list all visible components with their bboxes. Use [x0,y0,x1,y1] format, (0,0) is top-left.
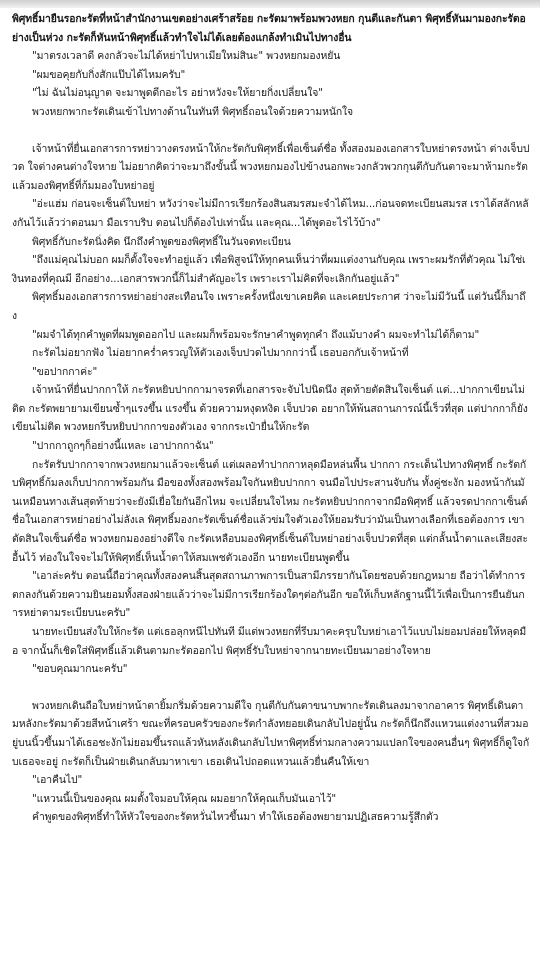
paragraph: คำพูดของพิศุทธิ์ทำให้หัวใจของกะรัตหวั่นไหวขึ้นมา ทำให้เธอต้องพยายามปฏิเสธความรู้สึกตัว [32,811,439,824]
dialogue-line: "ผมขอคุยกับกิ่งสักแป๊บได้ไหมครับ" [32,68,186,81]
dialogue-line: "ขอปากกาค่ะ" [32,365,98,378]
paragraph: พิศุทธิ์กับกะรัตนิ่งคิด นึกถึงคำพูดของพิศุทธิ์ในวันจดทะเบียน [32,235,291,248]
paragraph: พวงหยกพากะรัตเดินเข้าไปทางด้านในทันที พิศุทธิ์ถอนใจด้วยความหนักใจ [32,105,353,118]
dialogue-line: "มาตรงเวลาดี คงกลัวจะไม่ได้หย่าไปหาเมียใหม่สินะ" พวงหยกมองหยัน [32,50,341,63]
paragraph: กะรัตรับปากกาจากพวงหยกมาแล้วจะเซ็นต์ แต่เผลอทำปากกาหลุดมือหล่นพื้น ปากกา กระเด็นไปทางพิศุทธิ์ กะรัตกับพิศุทธิ์ก้มลงเก็บปากกาพร้อมกัน มือของทั้งสองพร้อมใจกันหยิบปากกา จนมือไปประสานจับกัน ทั้งคู่ชะงัก มองหน้ากันมันเหมือนทางเส้นสุดท้ายว่าจะยังมีเยื่อใยกันอีกไหม จะเปลี่ยนใจไหม กะรัตหยิบปากกาจากมือพิศุทธิ์ แล้วจรดปากกาเซ็นต์ชื่อในเอกสารหย่าอย่างไม่ลังเล พิศุทธิ์มองกะรัตเซ็นต์ชื่อแล้วข่มใจตัวเองให้ยอมรับว่ามันเป็นทางเลือกที่เธอต้องการ เขาตัดสินใจเซ็นต์ชื่อ พวงหยกมองอย่างดีใจ กะรัตเหลือบมองพิศุทธิ์เซ็นต์ใบหย่าอย่างเจ็บปวดที่สุด แต่กลั้นน้ำตาและเสียงสะอื้นไว้ ท่องในใจจะไม่ให้พิศุทธิ์เห็นน้ำตาให้สมเพชตัวเองอีก นายทะเบียนพูดขึ้น [12,458,528,564]
dialogue-line: "แหวนนี้เป็นของคุณ ผมตั้งใจมอบให้คุณ ผมอยากให้คุณเก็บมันเอาไว้" [32,792,337,805]
paragraph: กะรัตไม่อยากฟัง ไม่อยากคร่ำครวญให้ตัวเองเจ็บปวดไปมากกว่านี้ เธอบอกกับเจ้าหน้าที่ [32,347,409,360]
paragraph: เจ้าหน้าที่ยื่นปากกาให้ กะรัตหยิบปากกามาจรดที่เอกสารจะจับไปนิดนึง สุดท้ายตัดสินใจเซ็นต์ แต่...ปากกาเขียนไม่ติด กะรัตพยายามเขียนซ้ำๆแรงขึ้น แรงขึ้น ด้วยความหงุดหงิด เจ็บปวด อยากให้พ้นสถานการณ์นี้เร็วที่สุด แต่ปากกาก็ยังเขียนไม่ติด พวงหยกรีบหยิบปากกาของตัวเอง จากกระเป๋ายื่นให้กะรัต [12,384,528,434]
dialogue-line: "ถึงแม่คุณไม่บอก ผมก็ตั้งใจจะทำอยู่แล้ว เพื่อพิสูจน์ให้ทุกคนเห็นว่าที่ผมแต่งงานกับคุณ เพราะผมรักที่ตัวคุณ ไม่ใช่เงินทองที่คุณมี อีกอย่าง...เอกสารพวกนี้ก็ไม่สำคัญอะไร เพราะเราไม่คิดที่จะเลิกกันอยู่แล้ว" [12,254,526,285]
dialogue-line: "ขอบคุณมากนะครับ" [32,663,128,676]
dialogue-line: "ไม่ ฉันไม่อนุญาต จะมาพูดดีกอะไร อย่าหวังจะให้ยายกิ่งเปลี่ยนใจ" [32,87,323,100]
dialogue-line: "อ่ะแฮ่ม ก่อนจะเซ็นต์ใบหย่า หวังว่าจะไม่มีการเรียกร้องสินสมรสมะจำได้ไหม...ก่อนจดทะเบียนสมรส เราได้สลักหลังกันไว้แล้วว่าตอนมา มือเราบริบ ตอนไปก็ต้องไปเท่านั้น และคุณ...ได้พูดอะไรไว้บ้าง" [12,198,529,229]
dialogue-line: "ผมจำได้ทุกคำพูดที่ผมพูดออกไป และผมก็พร้อมจะรักษาคำพูดทุกคำ ถึงแม้บางคำ ผมจะทำไม่ได้ก็ตาม" [32,328,480,341]
dialogue-line: "ปากกาถูกๆก็อย่างนี้แหละ เอาปากกาฉัน" [32,440,214,453]
dialogue-line: "เอาล่ะครับ ตอนนี้ถือว่าคุณทั้งสองคนสิ้นสุดสถานภาพการเป็นสามีภรรยากันโดยชอบด้วยกฎหมาย ถือว่าได้ทำการตกลงกันด้วยความยินยอมทั้งสองฝ่ายแล้วว่าจะไม่มีการเรียกร้องใดๆต่อกันอีก ขอให้เก็บหลักฐานนี้ไว้เพื่อเป็นการยืนยันการหย่าตามระเบียบนะครับ" [12,570,526,620]
dialogue-line: "เอาคืนไป" [32,774,83,787]
section-gap [12,122,530,140]
paragraph: เจ้าหน้าที่ยื่นเอกสารการหย่าวางตรงหน้าให้กะรัตกับพิศุทธิ์เพื่อเซ็นต์ชื่อ ทั้งสองมองเอกสารใบหย่าตรงหน้า ต่างเจ็บปวด ใจต่างคนต่างใจหาย ไม่อยากคิดว่าจะมาถึงขั้นนี้ พวงหยกมองไปข้างนอกพะวงกลัวพวกกุนตีกับกันตาจะมาห้ามกะรัต แล้วมองพิศุทธิ์ที่ก้มมองใบหย่าอยู่ [12,142,530,192]
paragraph: พวงหยกเดินถือใบหย่าหน้าตายิ้มกริ่มด้วยความดีใจ กุนตีกับกันตาขนาบพากะรัตเดินลงมาจากอาคาร พิศุทธิ์เดินตามหลังกะรัตมาด้วยสีหน้าเศร้า ขณะที่ครอบครัวของกะรัตกำลังทยอยเดินกลับไปอยู่นั้น กะรัตก็นึกถึงแหวนแต่งงานที่สวมอยู่บนนิ้วขึ้นมาได้เธอชะงักไม่ยอมขึ้นรถแล้วหันหลังเดินกลับไปหาพิศุทธิ์ท่ามกลางความแปลกใจของคนอื่นๆ พิศุทธิ์ก็ดูใจกับเธอจะอยู่ กะรัตก็เป็นฝ่ายเดินกลับมาหาเขา เธอเดินไปถอดแหวนแล้วยื่นคืนให้เขา [12,699,530,768]
top-edge-strip [0,0,540,8]
section-gap [12,679,530,697]
document-body [12,10,530,827]
paragraph: พิศุทธิ์มองเอกสารการหย่าอย่างสะเทือนใจ เพราะครั้งหนึ่งเขาเคยคิด และเคยประกาศ ว่าจะไม่มีวันนี้ แต่วันนี้ก็มาถึง [12,291,526,322]
paragraph: นายทะเบียนส่งใบให้กะรัต แต่เธอลุกหนีไปทันที มีแต่พวงหยกที่รีบมาคะครุบใบหย่าเอาไว้แบบไม่ยอมปล่อยให้หลุดมือ จากนั้นก็เชิดใส่พิศุทธิ์แล้วเดินตามกะรัตออกไป พิศุทธิ์รับใบหย่าจากนายทะเบียนมาอย่างใจหาย [12,626,527,657]
paragraph: พิศุทธิ์มายืนรอกะรัตที่หน้าสำนักงานเขตอย่างเศร้าสร้อย กะรัตมาพร้อมพวงหยก กุนตีและกันตา พิศุทธิ์หันมามองกะรัตอย่างเป็นห่วง กะรัตก็หันหน้าพิศุทธิ์แล้วทำใจไม่ได้เลยต้องแกล้งทำเมินไปทางอื่น [12,13,526,44]
